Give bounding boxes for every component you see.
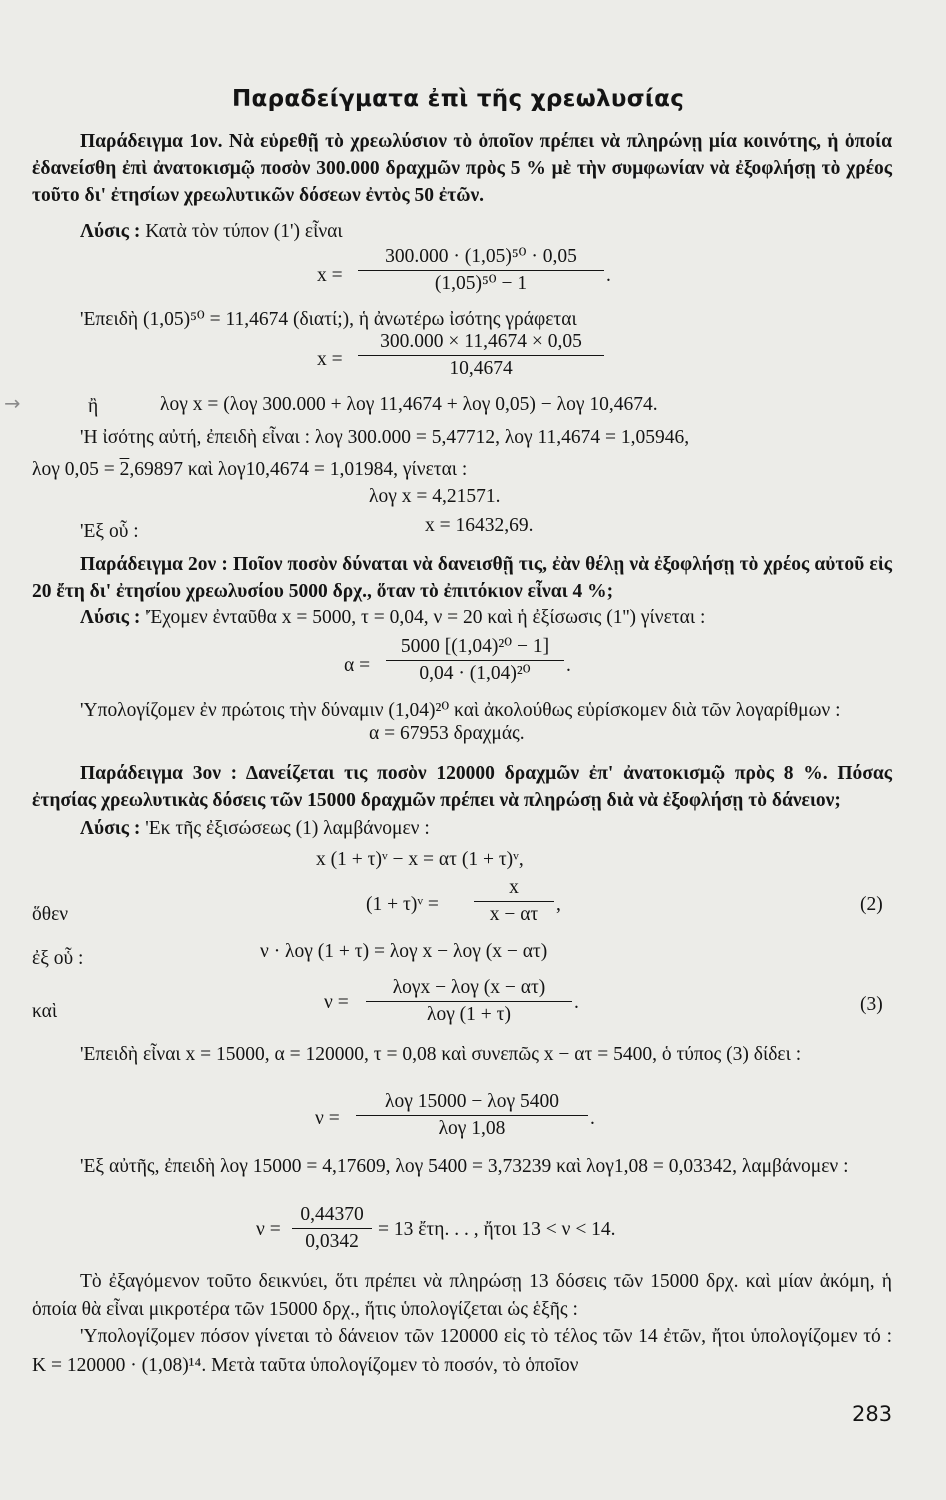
- example-2-statement: Παράδειγμα 2ον : Ποῖον ποσὸν δύναται νὰ δανεισθῇ τις, ἐὰν θέλῃ νὰ ἐξοφλήσῃ τὸ χρέος αὐτοῦ εἰς 20 ἔτη δι' ἐτησίου χρεωλυσίου 5000 δρχ., ὅταν τὸ ἐπιτόκιον εἶναι 4 %;: [32, 554, 892, 602]
- example-2-solution-intro: Λύσις : 'Έχομεν ἐνταῦθα x = 5000, τ = 0,04, ν = 20 καὶ ἡ ἐξίσωσις (1'') γίνεται :: [80, 607, 706, 628]
- log-equation: λογ x = (λογ 300.000 + λογ 11,4674 + λογ 0,05) − λογ 10,4674.: [160, 394, 658, 415]
- example-2-label: Παράδειγμα 2ον :: [80, 554, 228, 575]
- compute-loan-paragraph: 'Υπολογίζομεν πόσον γίνεται τὸ δάνειον τῶν 120000 εἰς τὸ τέλος τῶν 14 ἐτῶν, ἤτοι ὑπολογίζομεν τό : K = 120000 · (1,08)¹⁴. Μετὰ ταῦτα ὑπολογίζομεν τὸ ποσόν, τὸ ὁποῖον: [32, 1326, 892, 1376]
- example-1-solution-intro: Λύσις : Κατὰ τὸν τύπον (1') εἶναι: [80, 221, 343, 242]
- formula-2-fraction: [358, 330, 604, 381]
- example-3-solution-intro: Λύσις : 'Εκ τῆς ἐξισώσεως (1) λαμβάνομεν :: [80, 818, 430, 839]
- formula-2-numerator: 300.000 × 11,4674 × 0,05: [358, 330, 604, 356]
- equality-line: 'Η ἰσότης αὐτή, ἐπειδὴ εἶναι : λογ 300.000 = 5,47712, λογ 11,4674 = 1,05946,: [80, 427, 690, 448]
- logs-line: λογ 0,05 = 2,69897 καὶ λογ10,4674 = 1,01984, γίνεται :: [32, 459, 468, 480]
- book-page: Παραδείγματα ἐπὶ τῆς χρεωλυσίας Παράδειγμα 1ον. Νὰ εὑρεθῇ τὸ χρεωλύσιον τὸ ὁποῖον πρέπει νὰ πληρώνῃ μία κοινότης, ἡ ὁποία ἐδανείσθη ἐπὶ ἀνατοκισμῷ ποσὸν 300.000 δραχμῶν πρὸς 5 % μὲ τὴν συμφωνίαν νὰ ἐξοφλήσῃ τὸ χρέος τοῦτο δι' ἐτησίων χρεωλυτικῶν δόσεων ἐντὸς 50 ἐτῶν. Λύσις : Κατὰ τὸν τύπον (1') εἶναι x = $\frac{\text{300.000 · (1,05)⁵⁰ · 0,05}}{\text{(1,05)⁵⁰ − 1}}$ . 'Επειδὴ (1,05)⁵⁰ = 11,4674 (διατί;), ἡ ἀνωτέρω ἰσότης γράφεται x = $\frac{300.000 \times 11,4674 \times 0,05}{10,4674}$ → ἢ λογ x = (λογ 300.000 + λογ 11,4674 + λογ 0,05) − λογ 10,4674. 'Η ἰσότης αὐτή, ἐπειδὴ εἶναι : λογ 300.000 = 5,47712, λογ 11,4674 = 1,05946, λογ 0,05 = 2,69897 καὶ λογ10,4674 = 1,01984, γίνεται : λογ x = 4,21571. 'Εξ οὗ : x = 16432,69. Παράδειγμα 2ον : Ποῖον ποσὸν δύναται νὰ δανεισθῇ τις, ἐὰν θέλῃ νὰ ἐξοφλήσῃ τὸ χρέος αὐτοῦ εἰς 20 ἔτη δι' ἐτησίου χρεωλυσίου 5000 δρχ., ὅταν τὸ ἐπιτόκιον εἶναι 4 %; Λύσις : 'Έχομεν ἐνταῦθα x = 5000, τ = 0,04, ν = 20 καὶ ἡ ἐξίσωσις (1'') γίνεται : α = $\frac{\text{5000 [(1,04)²⁰ − 1]}}{\text{0,04 · (1,04)²⁰}}$ . 'Υπολογίζομεν ἐν πρώτοις τὴν δύναμιν (1,04)²⁰ καὶ ἀκολούθως εὑρίσκομεν διὰ τῶν λογαρίθμων : α = 67953 δραχμάς. Παράδειγμα 3ον : Δανείζεται τις ποσὸν 120000 δραχμῶν ἐπ' ἀνατοκισμῷ πρὸς 8 %. Πόσας ἐτησίας χρεωλυτικὰς δόσεις τῶν 15000 δραχμῶν πρέπει νὰ πληρώσῃ διὰ νὰ ἐξοφλήσῃ τὸ δάνειον; Λύσις : 'Εκ τῆς ἐξισώσεως (1) λαμβάνομεν : x (1 + τ)ᵛ − x = ατ (1 + τ)ᵛ, ὅθεν (1 + τ)ᵛ = $\frac{x}{x - \alpha\tau}$ , (2) ἐξ οὗ : ν · λογ (1 + τ) = λογ x − λογ (x − ατ) καὶ ν = λογx − λογ (x − ατ) λογ (1 + τ) . (3) 'Επειδὴ εἶναι x = 15000, α = 120000, τ = 0,08 καὶ συνεπῶς x − ατ = 5400, ὁ τύπος (3) δίδει : ν = λογ 15000 − λογ 5400 λογ 1,08 . 'Εξ αὐτῆς, ἐπειδὴ λογ 15000 = 4,17609, λογ 5400 = 3,73239 καὶ λογ1,08 = 0,03342, λαμβάνομεν : ν = $\frac{0,44370}{0,0342}$ = 13 ἔτη. . . , ἤτοι 13 < ν < 14. Τὸ ἐξαγόμενον τοῦτο δεικνύει, ὅτι πρέπει νὰ πληρώσῃ 13 δόσεις τῶν 15000 δρχ. καὶ μίαν ἀκόμη, ἡ ὁποία θὰ εἶναι μικροτέρα τῶν 15000 δρχ., ἥτις ὑπολογίζεται ὡς ἑξῆς : 'Υπολογίζομεν πόσον γίνεται τὸ δάνειον τῶν 120000 εἰς τὸ τέλος τῶν 14 ἐτῶν, ἤτοι ὑπολογίζομεν τό : K = 120000 · (1,08)¹⁴. Μετὰ ταῦτα ὑπολογίζομεν τὸ ποσόν, τὸ ὁποῖον 283: [4, 86, 893, 1426]
- formula-3-denominator: 0,04 · (1,04)²⁰: [419, 663, 531, 684]
- formula-1-numerator: 300.000 · (1,05)⁵⁰ · 0,05: [358, 245, 604, 271]
- equation-4-fraction: λογx − λογ (x − ατ) λογ (1 + τ): [366, 976, 572, 1027]
- formula-1-fraction: [358, 245, 604, 296]
- formula-1-lhs: x =: [317, 265, 343, 286]
- equation-6-fraction: $\frac{0,44370}{0,0342}$: [292, 1203, 372, 1254]
- equation-2-fraction: $\frac{x}{x - \alpha\tau}$: [474, 876, 554, 927]
- equation-5-fraction: λογ 15000 − λογ 5400 λογ 1,08: [356, 1090, 588, 1141]
- example-3-statement: Παράδειγμα 3ον : Δανείζεται τις ποσὸν 120000 δραχμῶν ἐπ' ἀνατοκισμῷ πρὸς 8 %. Πόσας ἐτησίας χρεωλυτικὰς δόσεις τῶν 15000 δραχμῶν πρέπει νὰ πληρώσῃ διὰ νὰ ἐξοφλήσῃ τὸ δάνειον;: [32, 763, 893, 811]
- formula-3-fraction: [386, 635, 564, 686]
- example-3-label: Παράδειγμα 3ον :: [80, 763, 238, 784]
- equation-4-tag: (3): [860, 994, 883, 1015]
- margin-arrow-icon: →: [4, 392, 21, 415]
- log-values-paragraph: 'Εξ αὐτῆς, ἐπειδὴ λογ 15000 = 4,17609, λογ 5400 = 3,73239 καὶ λογ1,08 = 0,03342, λαμβάνομεν :: [80, 1156, 849, 1177]
- equation-2-tag: (2): [860, 894, 883, 915]
- formula-2-denominator: 10,4674: [449, 358, 513, 379]
- x-result: x = 16432,69.: [425, 515, 534, 536]
- equation-6-result: = 13 ἔτη. . . , ἤτοι 13 < ν < 14.: [378, 1219, 616, 1240]
- alpha-result: α = 67953 δραχμάς.: [369, 723, 525, 744]
- conclusion-paragraph: Τὸ ἐξαγόμενον τοῦτο δεικνύει, ὅτι πρέπει νὰ πληρώσῃ 13 δόσεις τῶν 15000 δρχ. καὶ μίαν ἀκόμη, ἡ ὁποία θὰ εἶναι μικροτέρα τῶν 15000 δρχ., ἥτις ὑπολογίζεται ὡς ἑξῆς :: [32, 1271, 892, 1320]
- compute-power-paragraph: 'Υπολογίζομεν ἐν πρώτοις τὴν δύναμιν (1,04)²⁰ καὶ ἀκολούθως εὑρίσκομεν διὰ τῶν λογαρίθμων :: [80, 700, 841, 721]
- formula-2-lhs: x =: [317, 349, 343, 370]
- page-title: Παραδείγματα ἐπὶ τῆς χρεωλυσίας: [232, 86, 685, 112]
- equation-3: ν · λογ (1 + τ) = λογ x − λογ (x − ατ): [260, 941, 548, 962]
- formula-1-denominator: (1,05)⁵⁰ − 1: [434, 273, 528, 294]
- since-line: 'Επειδὴ (1,05)⁵⁰ = 11,4674 (διατί;), ἡ ἀνωτέρω ἰσότης γράφεται: [80, 309, 577, 330]
- example-1-statement: Παράδειγμα 1ον. Νὰ εὑρεθῇ τὸ χρεωλύσιον τὸ ὁποῖον πρέπει νὰ πληρώνῃ μία κοινότης, ἡ ὁποία ἐδανείσθη ἐπὶ ἀνατοκισμῷ ποσὸν 300.000 δραχμῶν πρὸς 5 % μὲ τὴν συμφωνίαν νὰ ἐξοφλήσῃ τὸ χρέος τοῦτο δι' ἐτησίων χρεωλυτικῶν δόσεων ἐντὸς 50 ἐτῶν.: [32, 131, 892, 206]
- formula-3-numerator: 5000 [(1,04)²⁰ − 1]: [386, 635, 564, 661]
- log-x-result: λογ x = 4,21571.: [369, 486, 501, 507]
- equation-1: x (1 + τ)ᵛ − x = ατ (1 + τ)ᵛ,: [316, 849, 524, 870]
- since-values-paragraph: 'Επειδὴ εἶναι x = 15000, α = 120000, τ = 0,08 καὶ συνεπῶς x − ατ = 5400, ὁ τύπος (3) δίδει :: [80, 1044, 802, 1065]
- page-number: 283: [852, 1402, 893, 1426]
- example-1-label: Παράδειγμα 1ον.: [80, 131, 223, 152]
